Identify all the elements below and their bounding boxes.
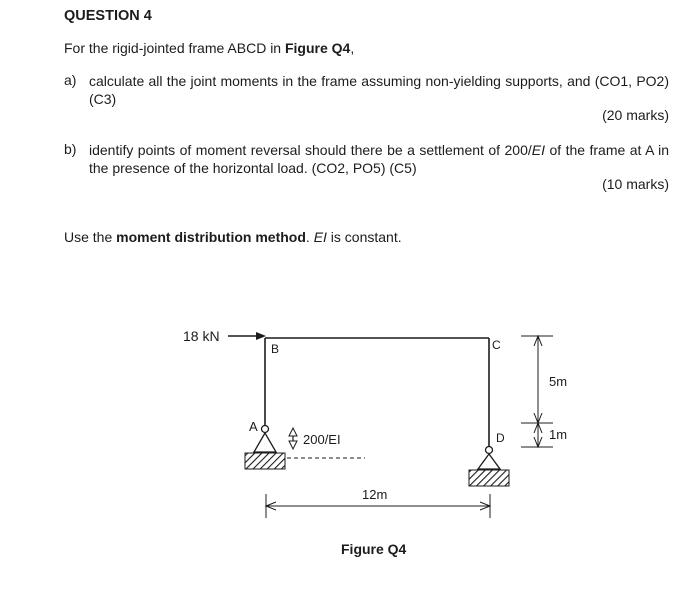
joint-label-d: D xyxy=(496,431,505,445)
part-b-label: b) xyxy=(64,141,77,157)
part-a-text: calculate all the joint moments in the frame assuming non-yielding supports, and (CO1, PO2) (C3) xyxy=(89,73,669,107)
note-prefix: Use the xyxy=(64,229,117,245)
note-suffix: is constant. xyxy=(326,229,402,245)
part-b-ei: EI xyxy=(531,142,545,158)
height-label-1m: 1m xyxy=(549,427,568,442)
joint-label-b: B xyxy=(271,342,280,356)
intro-figure-ref: Figure Q4 xyxy=(284,40,351,56)
figure-caption: Figure Q4 xyxy=(341,541,407,557)
load-arrow xyxy=(228,332,266,340)
intro-suffix: , xyxy=(350,40,355,56)
part-b-marks: (10 marks) xyxy=(602,176,669,192)
note-middle: . xyxy=(305,229,314,245)
intro-text: For the rigid-jointed frame ABCD in xyxy=(64,40,285,56)
frame-members xyxy=(265,338,489,446)
note-method: moment distribution method xyxy=(116,229,306,245)
part-a-label: a) xyxy=(64,72,77,88)
question-heading: QUESTION 4 xyxy=(64,8,152,24)
pin-support-d xyxy=(469,447,509,487)
span-label: 12m xyxy=(362,487,388,502)
part-b-text-start: identify points of moment reversal should there be a settlement of 200/ xyxy=(89,142,532,158)
note-ei: EI xyxy=(313,229,327,245)
height-label-5m: 5m xyxy=(549,374,568,389)
joint-label-c: C xyxy=(492,338,501,352)
part-b-text-end: of the frame at A in the presence of the horizontal load. (CO2, PO5) (C5) xyxy=(89,142,669,176)
part-a-marks: (20 marks) xyxy=(602,107,669,123)
settlement-label: 200/EI xyxy=(303,432,341,447)
load-label: 18 kN xyxy=(183,328,220,344)
joint-label-a: A xyxy=(249,419,258,434)
